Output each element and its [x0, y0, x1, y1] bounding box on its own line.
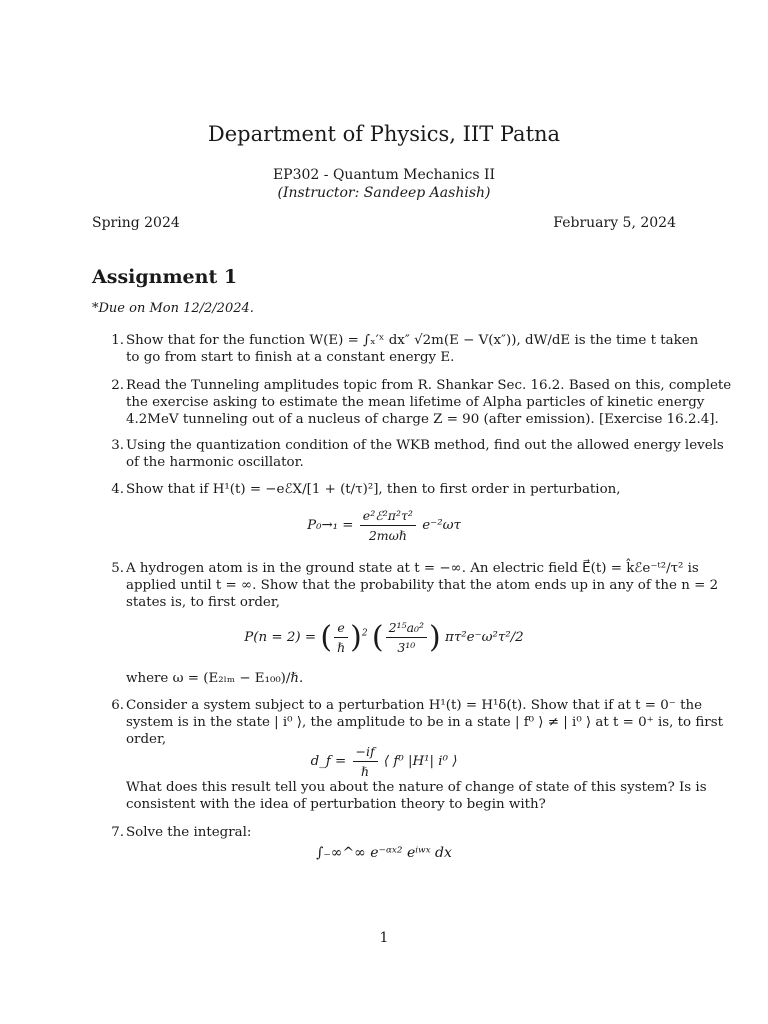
equation-7: ∫₋∞^∞ e⁻ᵅˣ² eⁱʷˣ dx — [316, 845, 452, 861]
problem-text: where ω = (E₂ₗₘ − E₁₀₀)/ℏ. — [126, 671, 304, 686]
problem-text: the exercise asking to estimate the mean lifetime of Alpha particles of kinetic energy — [126, 395, 705, 410]
problem-text: Show that if H¹(t) = −eℰX/[1 + (t/τ)²], then to first order in perturbation, — [126, 482, 621, 497]
problem-text: system is in the state | i⁰ ⟩, the amplitude to be in a state | f⁰ ⟩ ≠ | i⁰ ⟩ at t = 0⁺ is, to first — [126, 715, 723, 730]
problem-number: 5. — [111, 561, 124, 576]
equation-rhs: πτ²e⁻ω²τ²/2 — [445, 630, 524, 645]
problem-text: states is, to first order, — [126, 595, 281, 610]
course-title: EP302 - Quantum Mechanics II — [272, 167, 496, 183]
equation-fraction — [334, 620, 348, 655]
fraction-denominator: 2mωℏ — [368, 528, 407, 543]
department-title: Department of Physics, IIT Patna — [207, 122, 561, 146]
fraction-denominator: ℏ — [361, 764, 370, 779]
instructor-line: (Instructor: Sandeep Aashish) — [277, 185, 491, 201]
assignment-title: Assignment 1 — [92, 266, 238, 288]
problem-number: 3. — [111, 438, 124, 453]
equation-fraction — [360, 508, 416, 543]
problem-text: Using the quantization condition of the WKB method, find out the allowed energy levels — [126, 438, 724, 453]
fraction-denominator: 3¹⁰ — [397, 640, 416, 655]
date-label: February 5, 2024 — [553, 215, 676, 231]
problem-text: A hydrogen atom is in the ground state at t = −∞. An electric field E⃗(t) = k̂ℰe⁻ᵗ²/τ² is — [126, 561, 699, 576]
problem-text: applied until t = ∞. Show that the probability that the atom ends up in any of the n = 2 — [126, 578, 719, 593]
problem-text: to go from start to finish at a constant energy E. — [126, 350, 455, 365]
problem-number: 6. — [111, 698, 124, 713]
equation-fraction — [353, 744, 378, 779]
problem-text: of the harmonic oscillator. — [126, 455, 304, 470]
problem-text: 4.2MeV tunneling out of a nucleus of charge Z = 90 (after emission). [Exercise 16.2.4]. — [126, 412, 719, 427]
equation-rhs: ⟨ f⁰ |H¹| i⁰ ⟩ — [383, 754, 458, 769]
problem-text: Solve the integral: — [126, 825, 252, 840]
page-number: 1 — [379, 930, 389, 946]
paren-open: ( — [371, 620, 384, 655]
problem-text: Read the Tunneling amplitudes topic from R. Shankar Sec. 16.2. Based on this, complete — [126, 378, 732, 393]
paren-close: ) — [350, 620, 362, 655]
equation-5 — [0, 620, 768, 655]
paren-close: ) — [429, 620, 441, 655]
problem-number: 4. — [111, 482, 124, 497]
fraction-denominator: ℏ — [337, 640, 346, 655]
equation-lhs: d_f = — [310, 754, 347, 769]
fraction-numerator: e²ℰ²π²τ² — [360, 508, 416, 526]
fraction-numerator: −if — [353, 744, 378, 762]
equation-exponent: 2 — [361, 628, 368, 639]
equation-rhs: e⁻²ωτ — [422, 518, 461, 533]
equation-4 — [0, 508, 768, 543]
equation-lhs: P₀→₁ = — [307, 518, 354, 533]
problem-number: 1. — [111, 333, 124, 348]
problem-text: order, — [126, 732, 167, 747]
term-label: Spring 2024 — [92, 215, 180, 231]
paren-open: ( — [320, 620, 333, 655]
problem-number: 2. — [111, 378, 124, 393]
problem-text: consistent with the idea of perturbation theory to begin with? — [126, 797, 546, 812]
equation-lhs: P(n = 2) = — [244, 630, 317, 645]
equation-fraction — [386, 620, 427, 655]
equation-6 — [0, 744, 768, 779]
fraction-numerator: e — [334, 620, 348, 638]
problem-text: Consider a system subject to a perturbation H¹(t) = H¹δ(t). Show that if at t = 0⁻ the — [126, 698, 703, 713]
problem-text: What does this result tell you about the nature of change of state of this system? Is is — [126, 780, 707, 795]
due-note: *Due on Mon 12/2/2024. — [92, 301, 254, 316]
problem-number: 7. — [111, 825, 124, 840]
fraction-numerator: 2¹⁵a₀² — [386, 620, 427, 638]
problem-text: Show that for the function W(E) = ∫ₓ′ˣ dx″ √2m(E − V(x″)), dW/dE is the time t taken — [126, 333, 699, 348]
